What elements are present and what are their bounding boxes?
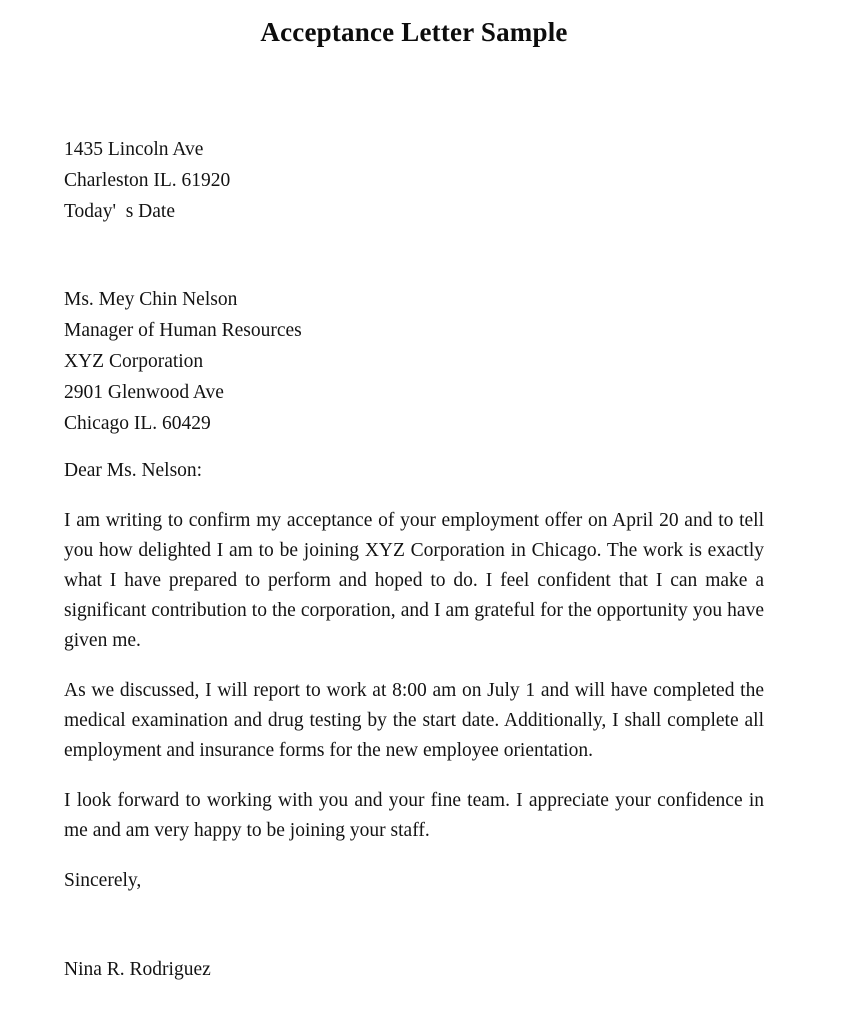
recipient-city-state-zip: Chicago IL. 60429	[64, 413, 211, 434]
recipient-street: 2901 Glenwood Ave	[64, 382, 224, 403]
body-paragraph: As we discussed, I will report to work at 8:00 am on July 1 and will have completed the medical examination and drug testing by the start date. Additionally, I shall complete all employment and insurance forms for the new employee orientation.	[64, 680, 764, 761]
sender-address-line: 1435 Lincoln Ave	[64, 139, 204, 160]
body-paragraphs	[64, 506, 764, 846]
recipient-company: XYZ Corporation	[64, 351, 204, 372]
recipient-title: Manager of Human Resources	[64, 320, 302, 341]
page-title: Acceptance Letter Sample	[260, 17, 568, 47]
sender-address-line: Charleston IL. 61920	[64, 170, 231, 191]
body-paragraph: I am writing to confirm my acceptance of your employment offer on April 20 and to tell you how delighted I am to be joining XYZ Corporation in Chicago. The work is exactly what I have prepared to perform and hoped to do. I feel confident that I can make a significant contribution to the corporation, and I am grateful for the opportunity you have given me.	[64, 510, 764, 651]
salutation: Dear Ms. Nelson:	[64, 460, 203, 481]
recipient-name: Ms. Mey Chin Nelson	[64, 289, 238, 310]
sender-address-block	[64, 134, 764, 227]
signature-name: Nina R. Rodriguez	[64, 959, 211, 980]
closing-salutation: Sincerely,	[64, 870, 142, 891]
recipient-address-block	[64, 284, 764, 439]
body-paragraph: I look forward to working with you and your fine team. I appreciate your confidence in me and am very happy to be joining your staff.	[64, 790, 764, 841]
sender-date-line: Today' s Date	[64, 201, 175, 222]
